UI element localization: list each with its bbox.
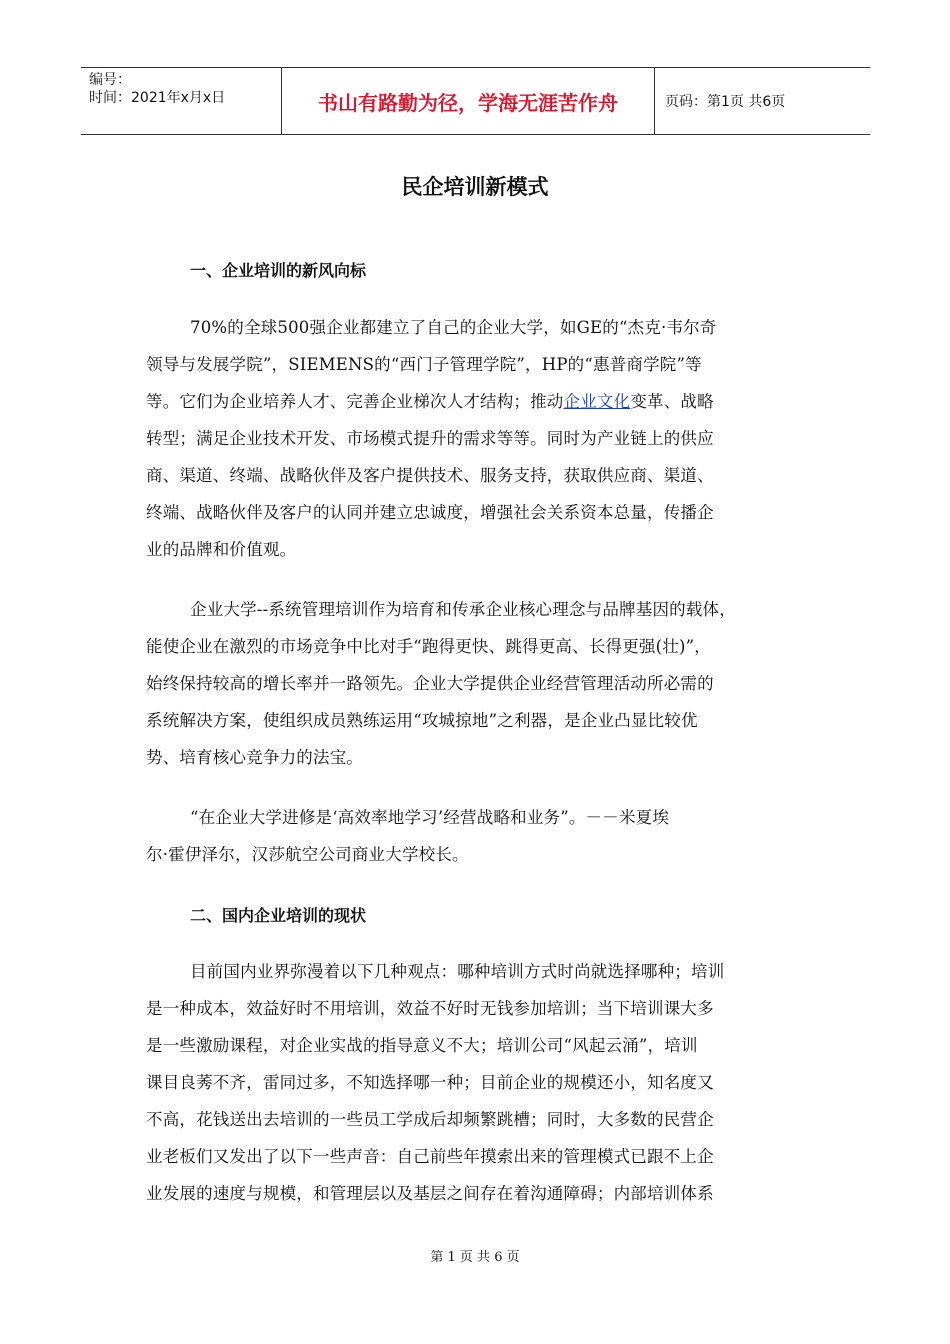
paragraph-line: 70%的全球500强企业都建立了自己的企业大学，如GE的“杰克·韦尔奇: [190, 318, 717, 337]
paragraph-2: [146, 591, 806, 776]
paragraph-3-quote: [146, 799, 806, 873]
paragraph-line: 不高，花钱送出去培训的一些员工学成后却频繁跳槽；同时，大多数的民营企: [146, 1110, 714, 1129]
page-footer: 第 1 页 共 6 页: [430, 1250, 520, 1265]
paragraph-line: 系统解决方案，使组织成员熟练运用“攻城掠地”之利器，是企业凸显比较优: [146, 711, 698, 730]
paragraph-4: [146, 953, 806, 1212]
paragraph-line: 转型；满足企业技术开发、市场模式提升的需求等等。同时为产业链上的供应: [146, 429, 714, 448]
paragraph-line: 业的品牌和价值观。: [146, 540, 297, 559]
paragraph-line: 终端、战略伙伴及客户的认同并建立忠诚度，增强社会关系资本总量，传播企: [146, 503, 714, 522]
header-meta-cell: [81, 68, 281, 134]
paragraph-line: 课目良莠不齐，雷同过多，不知选择哪一种；目前企业的规模还小，知名度又: [146, 1073, 714, 1092]
corporate-culture-link[interactable]: 企业文化: [563, 392, 631, 411]
paragraph-line: 业发展的速度与规模，和管理层以及基层之间存在着沟通障碍；内部培训体系: [146, 1184, 714, 1203]
header-page-info: 页码：第1页 共6页: [665, 94, 786, 110]
paragraph-line: 是一些激励课程，对企业实战的指导意义不大；培训公司“风起云涌”，培训: [146, 1036, 698, 1055]
document-title: 民企培训新模式: [401, 175, 549, 199]
text-segment: 变革、战略: [630, 392, 714, 411]
paragraph-line: 始终保持较高的增长率并一路领先。企业大学提供企业经营管理活动所必需的: [146, 674, 714, 693]
section-heading-2: 二、国内企业培训的现状: [190, 906, 367, 925]
document-date-label: 时间：2021年x月x日: [89, 90, 226, 106]
paragraph-line: “在企业大学进修是‘高效率地学习’经营战略和业务”。－－米夏埃: [190, 808, 670, 827]
paragraph-line: 是一种成本，效益好时不用培训，效益不好时无钱参加培训；当下培训课大多: [146, 999, 714, 1018]
paragraph-line: 势、培育核心竞争力的法宝。: [146, 748, 364, 767]
paragraph-line: 尔·霍伊泽尔，汉莎航空公司商业大学校长。: [146, 845, 469, 864]
text-segment: 等。它们为企业培养人才、完善企业梯次人才结构；推动: [146, 392, 564, 411]
paragraph-line: 商、渠道、终端、战略伙伴及客户提供技术、服务支持，获取供应商、渠道、: [146, 466, 714, 485]
page-header-table: [81, 67, 870, 135]
section-heading-1: 一、企业培训的新风向标: [190, 261, 367, 280]
header-motto: 书山有路勤为径，学海无涯苦作舟: [281, 68, 655, 134]
document-number-label: 编号：: [89, 72, 131, 88]
paragraph-line: 企业大学--系统管理培训作为培育和传承企业核心理念与品牌基因的载体，: [190, 600, 736, 619]
paragraph-line: 领导与发展学院”，SIEMENS的“西门子管理学院”，HP的“惠普商学院”等: [146, 355, 702, 374]
paragraph-line: 目前国内业界弥漫着以下几种观点：哪种培训方式时尚就选择哪种；培训: [190, 962, 725, 981]
paragraph-line: [146, 383, 806, 420]
paragraph-line: 能使企业在激烈的市场竞争中比对手“跑得更快、跳得更高、长得更强(壮)”，: [146, 637, 711, 656]
paragraph-line: 业老板们又发出了以下一些声音：自己前些年摸索出来的管理模式已跟不上企: [146, 1147, 714, 1166]
paragraph-1: [146, 309, 806, 568]
